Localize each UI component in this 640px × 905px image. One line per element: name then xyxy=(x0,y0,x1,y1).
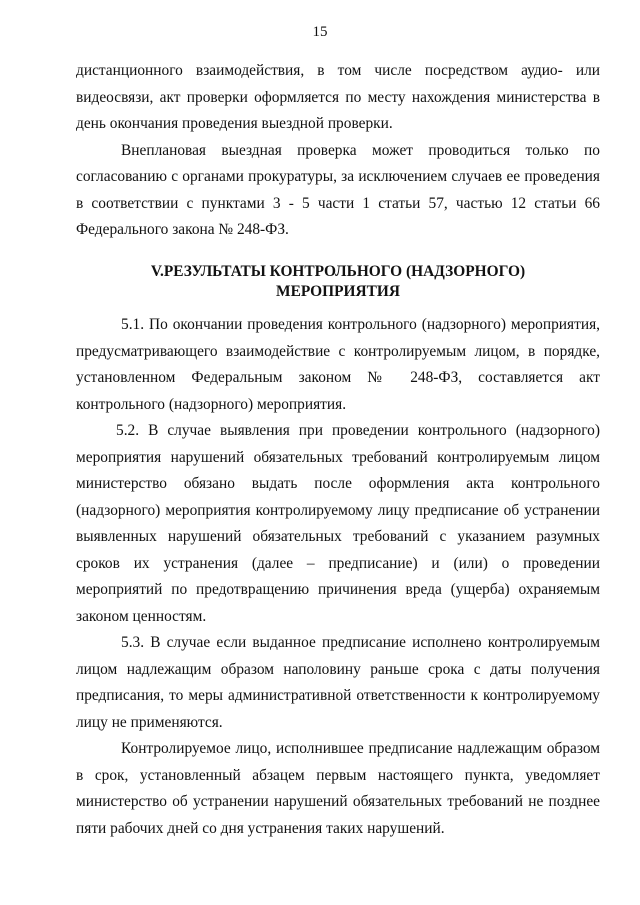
paragraph-5-2: 5.2. В случае выявления при проведении контрольного (надзорного) мероприятия нарушений обязательных требований контролируемым лицом министерство обязано выдать после оформления акта контрольного (надзорного) мероприятия контролируемому лицу предписание об устранении выявленных нарушений обязательных требований с указанием разумных сроков их устранения (далее – предписание) и (или) о проведении мероприятий по предотвращению причинения вреда (ущерба) охраняемым законом ценностям. xyxy=(76,422,600,625)
section-heading-line-1: V.РЕЗУЛЬТАТЫ КОНТРОЛЬНОГО (НАДЗОРНОГО) xyxy=(150,263,526,280)
text-block-section-5 xyxy=(76,312,600,842)
section-heading xyxy=(76,262,600,302)
paragraph-unscheduled-inspection: Внеплановая выездная проверка может проводиться только по согласованию с органами прокуратуры, за исключением случаев ее проведения в соответствии с пунктами 3 - 5 части 1 статьи 57, частью 12 статьи 66 Федерального закона № 248-ФЗ. xyxy=(76,141,600,238)
page-number: 15 xyxy=(312,24,328,40)
paragraph-5-3: 5.3. В случае если выданное предписание исполнено контролируемым лицом надлежащим образом наполовину раньше срока с даты получения предписания, то меры административной ответственности к контролируемому лицу не применяются. xyxy=(76,634,600,731)
paragraph-continuation: дистанционного взаимодействия, в том числе посредством аудио- или видеосвязи, акт проверки оформляется по месту нахождения министерства в день окончания проведения выездной проверки. xyxy=(76,62,600,132)
text-block-top xyxy=(76,58,600,244)
paragraph-5-3-notification: Контролируемое лицо, исполнившее предписание надлежащим образом в срок, установленный абзацем первым настоящего пункта, уведомляет министерство об устранении нарушений обязательных требований не позднее пяти рабочих дней со дня устранения таких нарушений. xyxy=(76,740,600,837)
paragraph-5-1: 5.1. По окончании проведения контрольного (надзорного) мероприятия, предусматривающего взаимодействие с контролируемым лицом, в порядке, установленном Федеральным законом № 248-ФЗ, составляется акт контрольного (надзорного) мероприятия. xyxy=(76,316,600,413)
section-heading-line-2: МЕРОПРИЯТИЯ xyxy=(276,283,400,300)
